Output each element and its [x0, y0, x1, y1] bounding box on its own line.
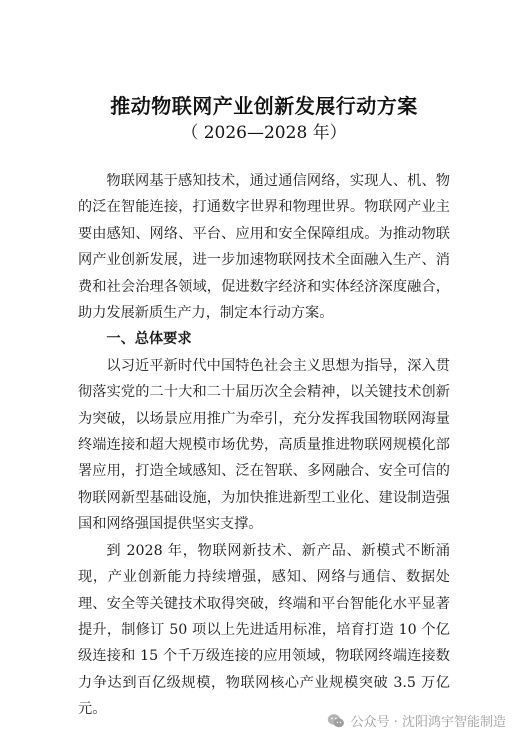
- section-paragraph-1: 以习近平新时代中国特色社会主义思想为指导，深入贯彻落实党的二十大和二十届历次全会精神，以关键技术创新为突破，以场景应用推广为牵引，充分发挥我国物联网海量终端连接和超大规模市场优势，高质量推进物联网规模化部署应用，打造全域感知、泛在智联、多网融合、安全可信的物联网新型基础设施，为加快推进新型工业化、建设制造强国和网络强国提供坚实支撑。: [78, 357, 450, 533]
- document-title: 推动物联网产业创新发展行动方案: [110, 94, 418, 118]
- section-paragraph-2: 到 2028 年，物联网新技术、新产品、新模式不断涌现，产业创新能力持续增强，感知、网络与通信、数据处理、安全等关键技术取得突破，终端和平台智能化水平显著提升，制修订 50 项以上先进适用标准，培育打造 10 个亿级连接和 15 个千万级连接的应用领域，物联网终端连接数力争达到百亿级规模，物联网核心产业规模突破 3.5 万亿元。: [78, 542, 450, 718]
- intro-paragraph: 物联网基于感知技术，通过通信网络，实现人、机、物的泛在智能连接，打通数字世界和物理世界。物联网产业主要由感知、网络、平台、应用和安全保障组成。为推动物联网产业创新发展，进一步加速物联网技术全面融入生产、消费和社会治理各领域，促进数字经济和实体经济深度融合，助力发展新质生产力，制定本行动方案。: [78, 173, 450, 322]
- document-body: [78, 168, 450, 723]
- section-heading: 一、总体要求: [106, 331, 192, 348]
- wechat-icon: [327, 713, 345, 729]
- watermark-text: 公众号 · 沈阳鸿宇智能制造: [350, 715, 506, 730]
- watermark: [327, 711, 506, 730]
- document-subtitle: （ 2026—2028 年）: [181, 123, 347, 143]
